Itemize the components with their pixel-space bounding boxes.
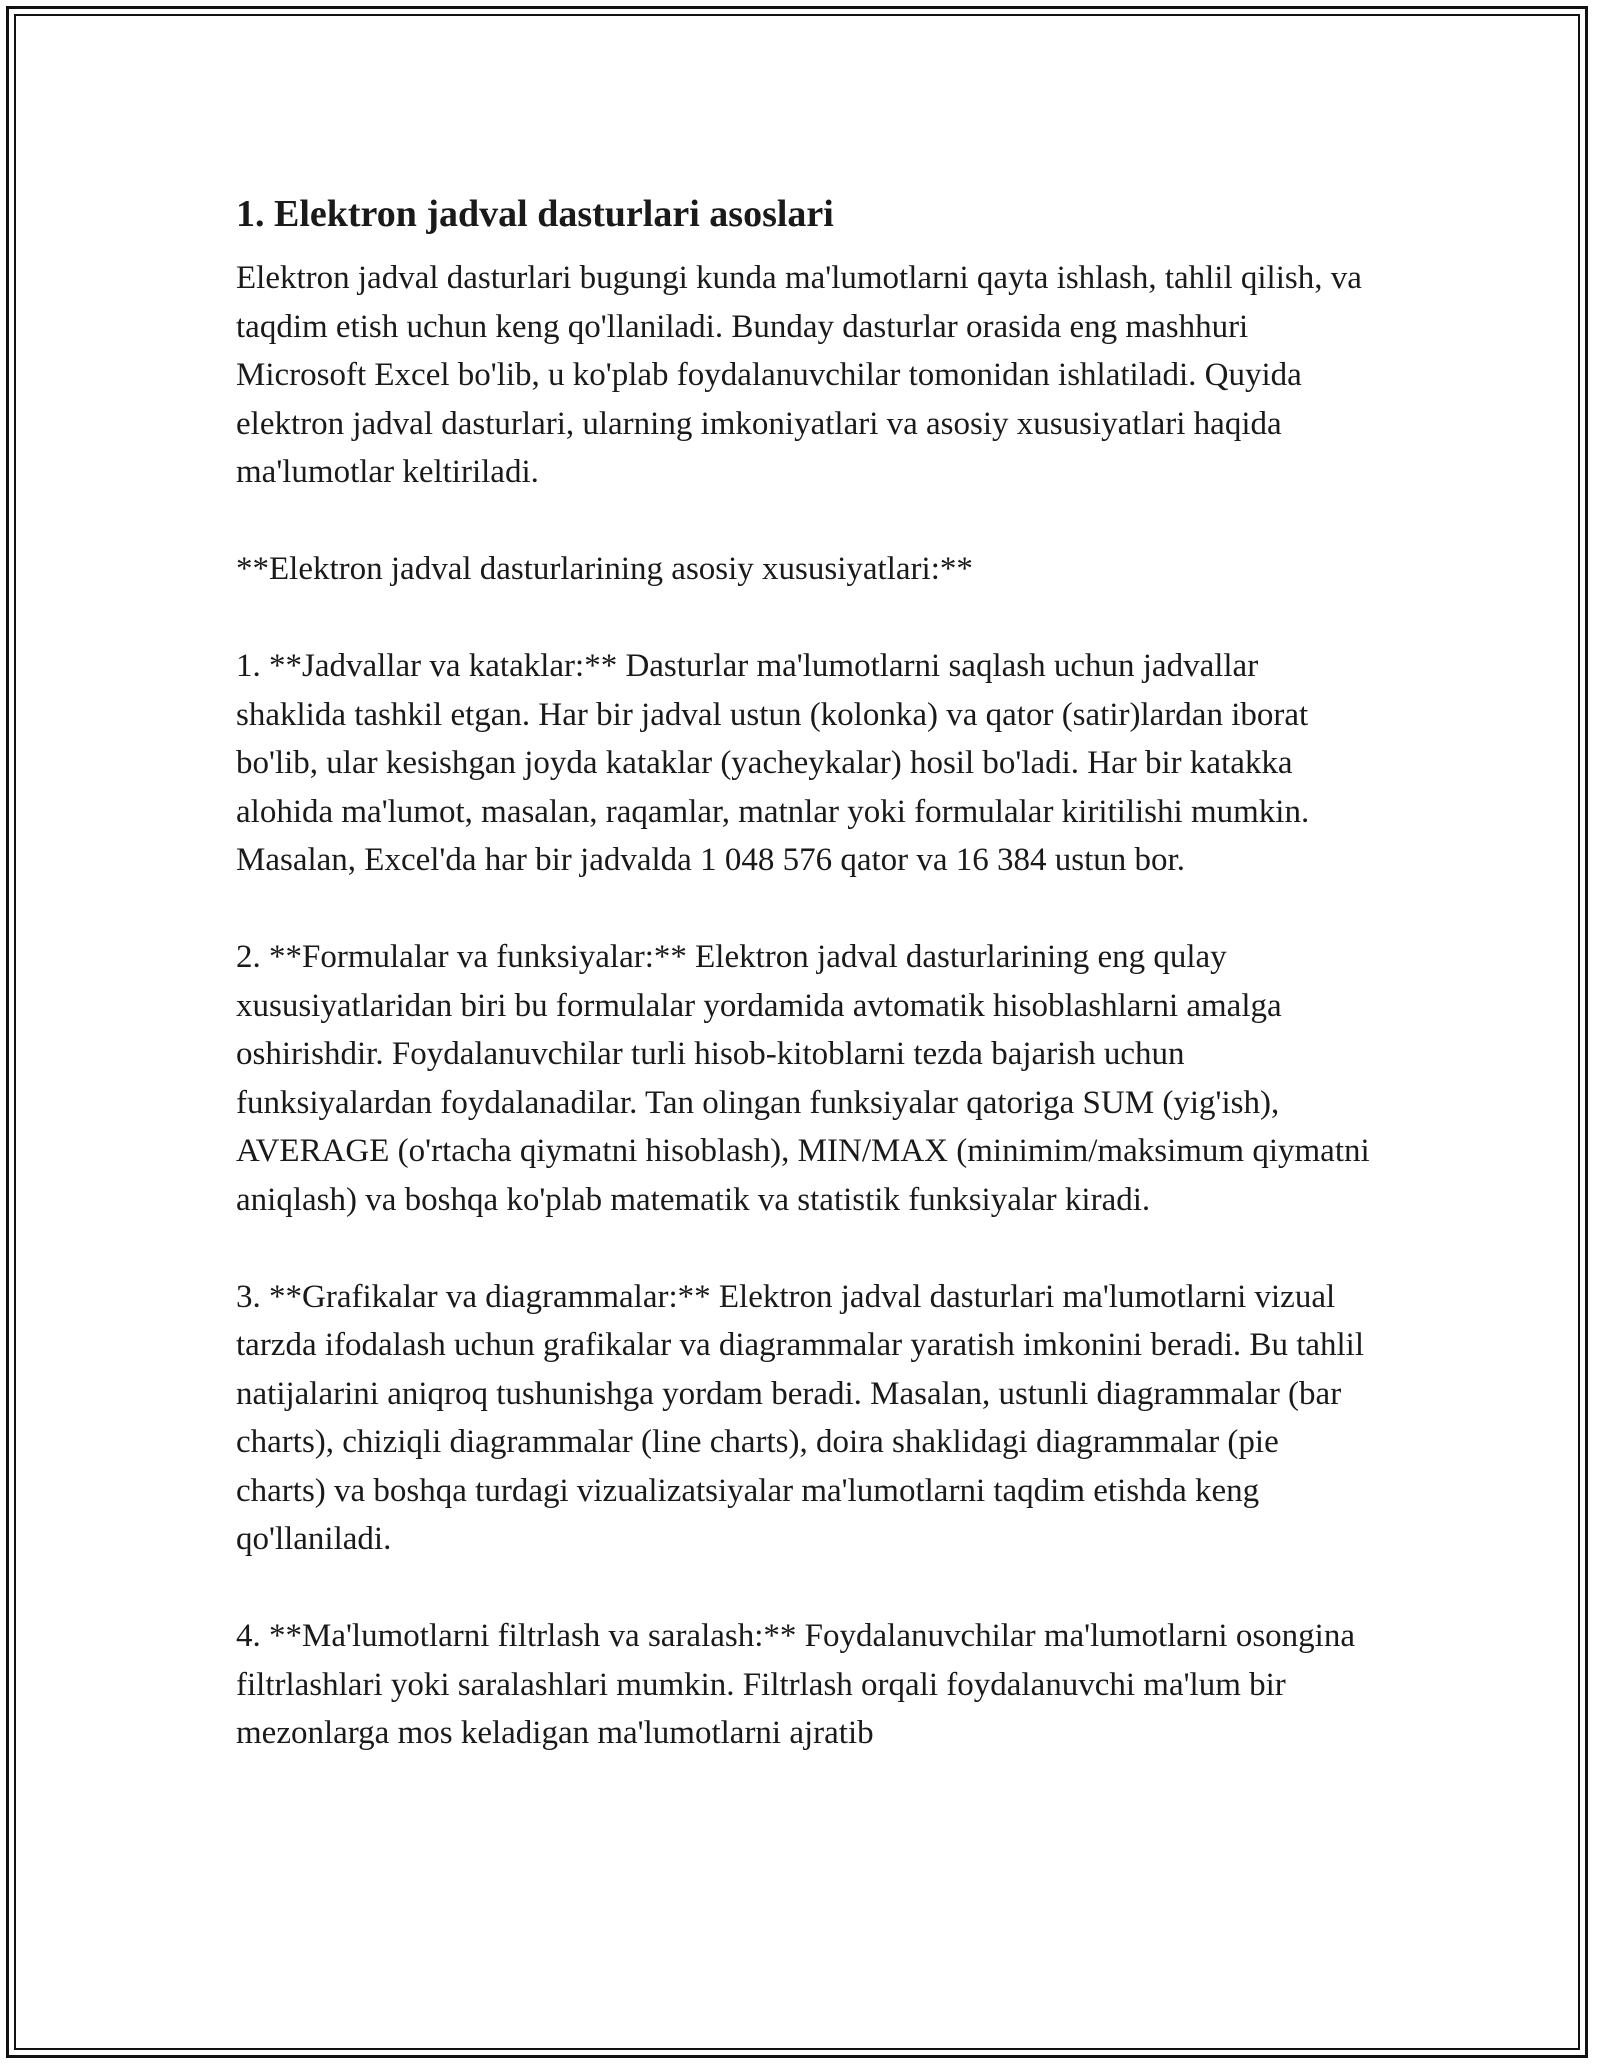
intro-paragraph: Elektron jadval dasturlari bugungi kunda ma'lumotlarni qayta ishlash, tahlil qilish, va taqdim etish uchun keng qo'llaniladi. Bunday dasturlar orasida eng mashhuri Microsoft Excel bo'lib, u ko'plab foydalanuvchilar tomonidan ishlatiladi. Quyida elektron jadval dasturlari, ularning imkoniyatlari va asosiy xususiyatlari haqida ma'lumotlar keltiriladi. xyxy=(236,260,1362,490)
item-1-paragraph: 1. **Jadvallar va kataklar:** Dasturlar ma'lumotlarni saqlash uchun jadvallar shaklida tashkil etgan. Har bir jadval ustun (kolonka) va qator (satir)lardan iborat bo'lib, ular kesishgan joyda kataklar (yacheykalar) hosil bo'ladi. Har bir katakka alohida ma'lumot, masalan, raqamlar, matnlar yoki formulalar kiritilishi mumkin. Masalan, Excel'da har bir jadvalda 1 048 576 qator va 16 384 ustun bor. xyxy=(236,648,1310,878)
item-3-paragraph: 3. **Grafikalar va diagrammalar:** Elektron jadval dasturlari ma'lumotlarni vizual tarzda ifodalash uchun grafikalar va diagrammalar yaratish imkonini beradi. Bu tahlil natijalarini aniqroq tushunishga yordam beradi. Masalan, ustunli diagrammalar (bar charts), chiziqli diagrammalar (line charts), doira shaklidagi diagrammalar (pie charts) va boshqa turdagi vizualizatsiyalar ma'lumotlarni taqdim etishda keng qo'llaniladi. xyxy=(236,1278,1365,1557)
document-title: 1. Elektron jadval dasturlari asoslari xyxy=(236,193,834,235)
item-2-paragraph: 2. **Formulalar va funksiyalar:** Elektron jadval dasturlarining eng qulay xususiyatlaridan biri bu formulalar yordamida avtomatik hisoblashlarni amalga oshirishdir. Foydalanuvchilar turli hisob-kitoblarni tezda bajarish uchun funksiyalardan foydalanadilar. Tan olingan funksiyalar qatoriga SUM (yig'ish), AVERAGE (o'rtacha qiymatni hisoblash), MIN/MAX (minimim/maksimum qiymatni aniqlash) va boshqa ko'plab matematik va statistik funksiyalar kiradi. xyxy=(236,939,1370,1218)
features-heading-paragraph: **Elektron jadval dasturlarining asosiy xususiyatlari:** xyxy=(236,551,973,587)
document-body xyxy=(236,184,1376,1806)
item-4-paragraph: 4. **Ma'lumotlarni filtrlash va saralash:** Foydalanuvchilar ma'lumotlarni osongina filtrlashlari yoki saralashlari mumkin. Filtrlash orqali foydalanuvchi ma'lum bir mezonlarga mos keladigan ma'lumotlarni ajratib xyxy=(236,1618,1355,1751)
